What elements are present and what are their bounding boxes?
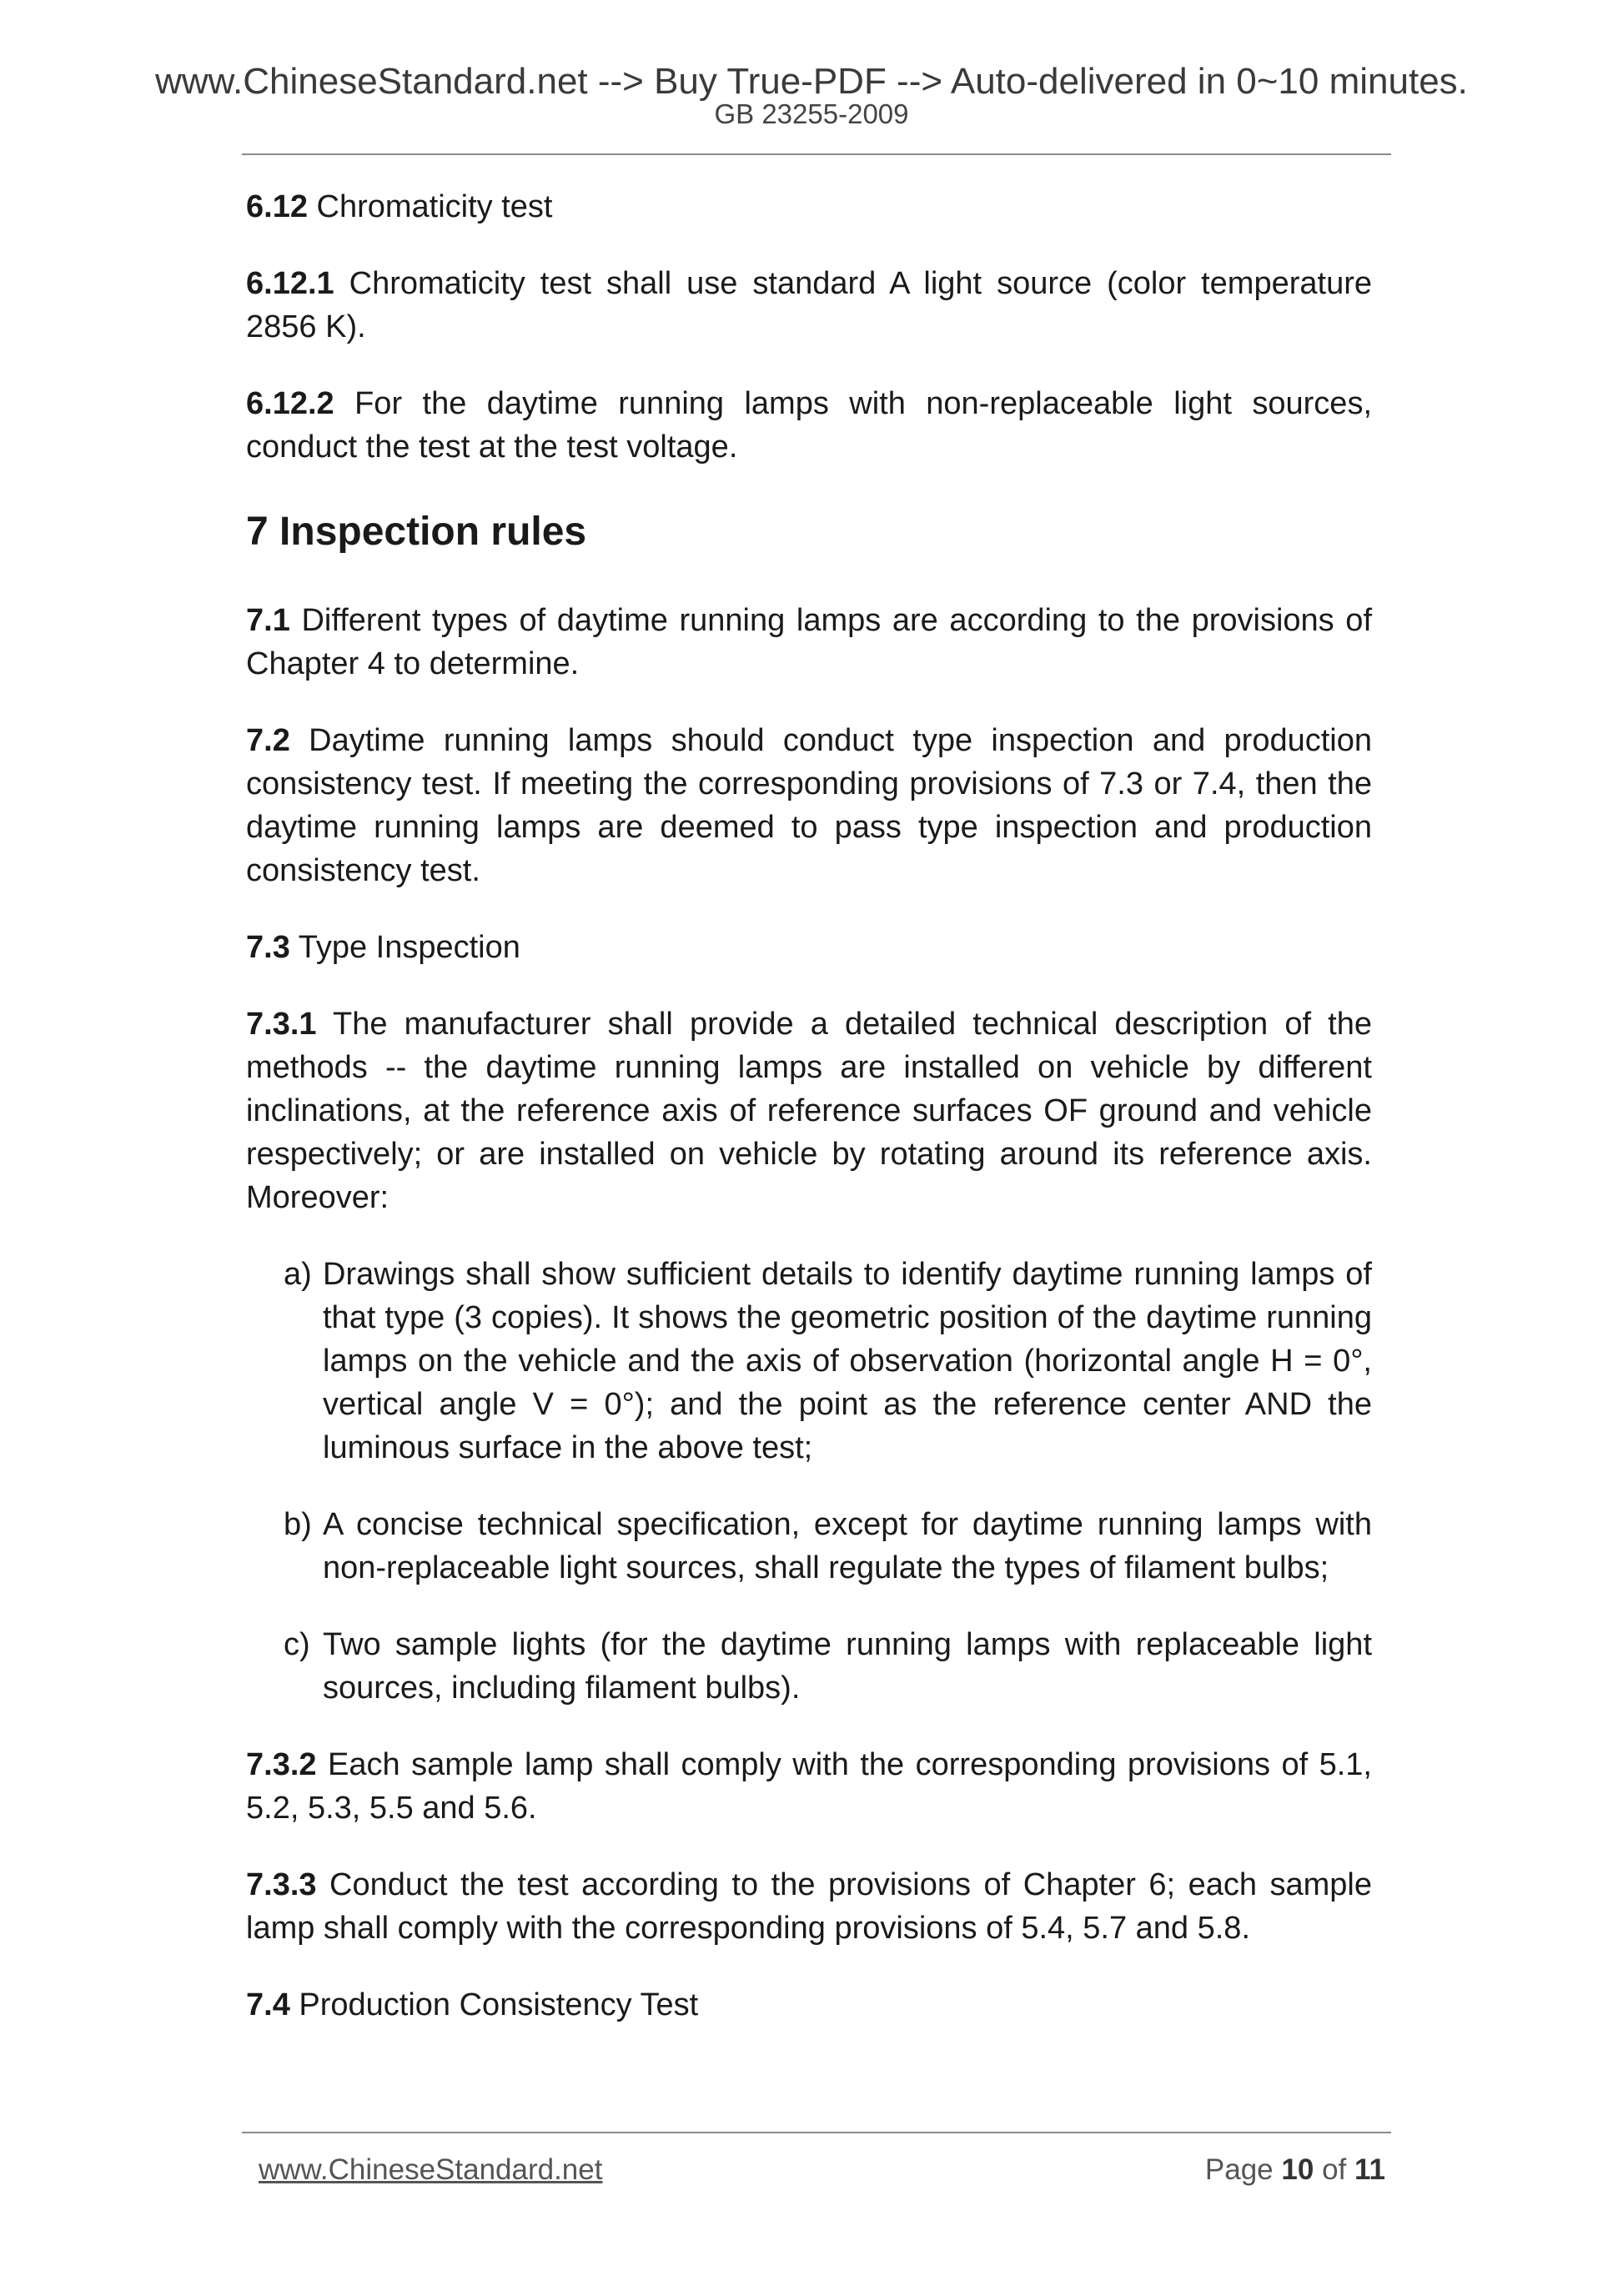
clause-number: 7.1 — [246, 603, 290, 638]
clause-text: The manufacturer shall provide a detailed technical description of the methods -- the daytime running lamps are installed on vehicle by different inclinations, at the reference axis of reference surfaces OF ground and vehicle respectively; or are installed on vehicle by rotating around its reference axis. Moreover: — [246, 1007, 1372, 1215]
clause-7-3 — [246, 926, 1372, 969]
footer-divider — [242, 2132, 1391, 2133]
clause-text: Different types of daytime running lamps are according to the provisions of Chapter 4 to determine. — [246, 603, 1373, 681]
list-text: Two sample lights (for the daytime running lamps with replaceable light sources, including filament bulbs). — [323, 1627, 1372, 1706]
header-divider — [242, 153, 1391, 155]
clause-text: For the daytime running lamps with non-replaceable light sources, conduct the test at the test voltage. — [246, 386, 1372, 465]
clause-text: Type Inspection — [298, 930, 520, 965]
page-indicator — [1205, 2152, 1385, 2188]
chapter-heading: 7 Inspection rules — [246, 510, 587, 554]
clause-number: 6.12.1 — [246, 266, 334, 301]
clause-7-1 — [246, 599, 1372, 686]
clause-6-12 — [246, 185, 1372, 229]
clause-number: 7.3 — [246, 930, 290, 965]
clause-7-4 — [246, 1983, 1372, 2027]
list-marker: c) — [284, 1627, 310, 1662]
list-item-b — [246, 1503, 1372, 1590]
clause-number: 7.3.2 — [246, 1747, 317, 1782]
page-of-label: of — [1322, 2153, 1347, 2186]
clause-text: Chromaticity test shall use standard A light source (color temperature 2856 K). — [246, 266, 1372, 344]
list-item-a — [246, 1253, 1372, 1470]
list-item-c — [246, 1623, 1372, 1710]
page-total: 11 — [1354, 2153, 1385, 2186]
clause-number: 6.12.2 — [246, 386, 334, 421]
page-label: Page — [1204, 2153, 1274, 2186]
standard-code: GB 23255-2009 — [714, 98, 909, 129]
clause-7-3-2 — [246, 1743, 1372, 1830]
clause-7-3-1 — [246, 1002, 1372, 1219]
header-banner: www.ChineseStandard.net --> Buy True-PDF --> Auto-delivered in 0~10 minutes. — [155, 61, 1468, 102]
list-marker: b) — [284, 1507, 312, 1542]
document-body — [246, 185, 1372, 2027]
page-current: 10 — [1281, 2153, 1314, 2186]
clause-7-2 — [246, 719, 1372, 892]
clause-text: Each sample lamp shall comply with the corresponding provisions of 5.1, 5.2, 5.3, 5.5 and 5.6. — [246, 1747, 1372, 1826]
clause-7-3-3 — [246, 1863, 1372, 1950]
footer-website-link[interactable]: www.ChineseStandard.net — [259, 2153, 603, 2186]
clause-text: Daytime running lamps should conduct type inspection and production consistency test. If meeting the corresponding provisions of 7.3 or 7.4, then the daytime running lamps are deemed to pass type inspection and production consistency test. — [246, 723, 1372, 888]
clause-number: 7.4 — [246, 1987, 290, 2022]
list-marker: a) — [284, 1257, 312, 1292]
clause-text: Chromaticity test — [316, 189, 553, 224]
clause-6-12-2 — [246, 382, 1372, 469]
clause-number: 7.3.3 — [246, 1867, 317, 1902]
list-text: Drawings shall show sufficient details to identify daytime running lamps of that type (3 copies). It shows the geometric position of the daytime running lamps on the vehicle and the axis of observation (horizontal angle H = 0°, vertical angle V = 0°); and the point as the reference center AND the luminous surface in the above test; — [323, 1257, 1372, 1465]
clause-number: 7.2 — [246, 723, 290, 758]
clause-6-12-1 — [246, 262, 1372, 349]
clause-text: Production Consistency Test — [299, 1987, 699, 2022]
list-text: A concise technical specification, except for daytime running lamps with non-replaceable light sources, shall regulate the types of filament bulbs; — [323, 1507, 1372, 1585]
clause-text: Conduct the test according to the provisions of Chapter 6; each sample lamp shall comply with the corresponding provisions of 5.4, 5.7 and 5.8. — [246, 1867, 1373, 1946]
clause-number: 6.12 — [246, 189, 308, 224]
clause-number: 7.3.1 — [246, 1007, 317, 1042]
